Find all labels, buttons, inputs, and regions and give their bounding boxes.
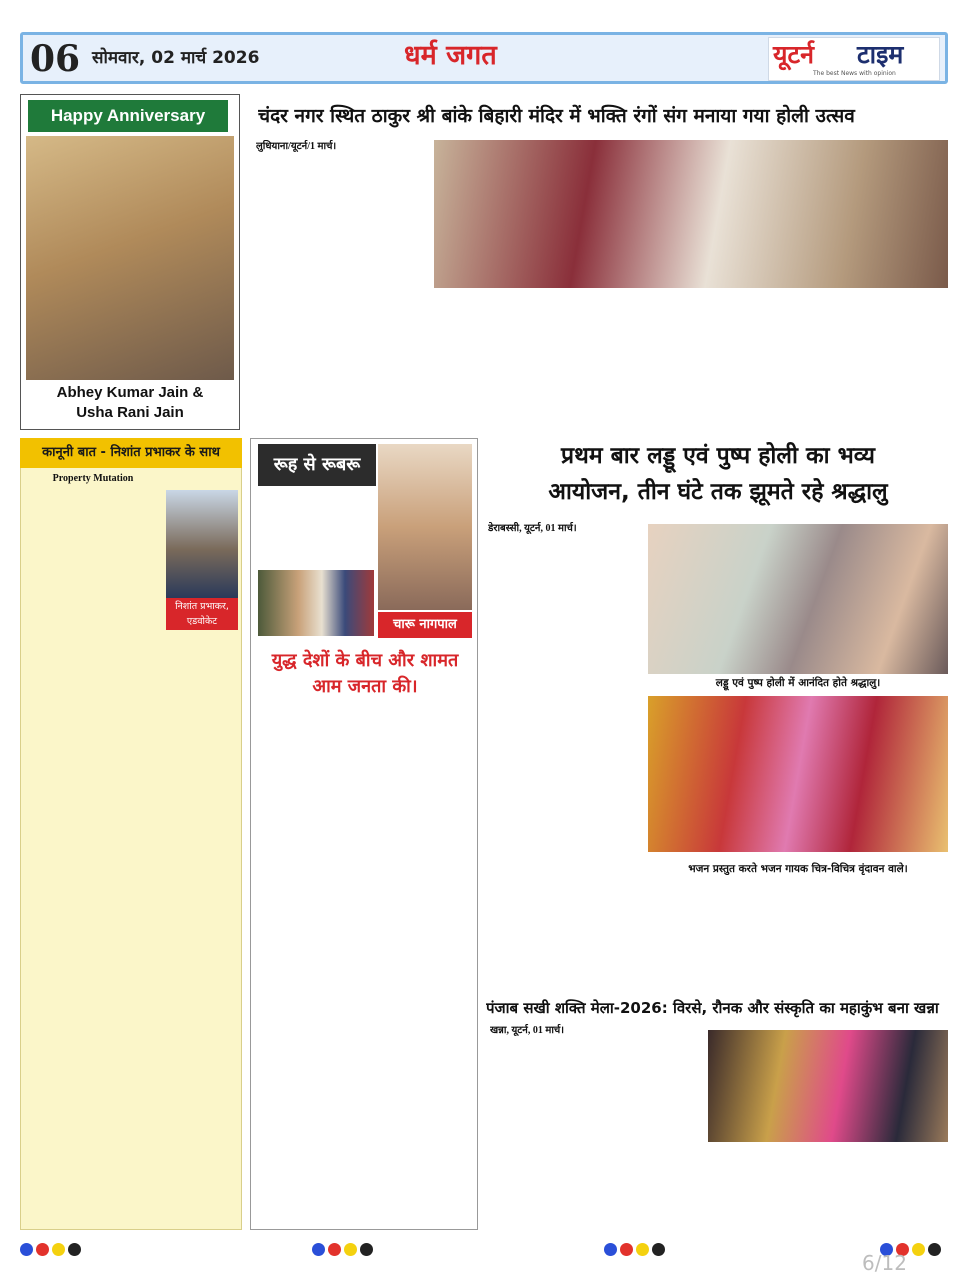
ruh-author-name: चारू नागपाल xyxy=(378,612,472,638)
anniversary-names xyxy=(24,383,236,423)
ruh-headline xyxy=(256,648,474,700)
registration-dot-icon xyxy=(328,1243,341,1256)
legal-author-caption-line2: एडवोकेट xyxy=(186,616,218,627)
anniversary-label: Happy Anniversary xyxy=(28,100,228,132)
story1-dateline: लुधियाना/यूटर्न/1 मार्च। xyxy=(256,141,337,152)
legal-author-caption xyxy=(166,598,238,630)
story1-body-col4 xyxy=(790,290,948,420)
legal-author-caption-line1: निशांत प्रभाकर, xyxy=(175,601,229,612)
registration-dot-icon xyxy=(928,1243,941,1256)
ruh-banner: रूह से रूबरू xyxy=(258,444,376,486)
registration-dot-icon xyxy=(620,1243,633,1256)
registration-dot-icon xyxy=(52,1243,65,1256)
section-title: धर्म जगत xyxy=(404,40,497,71)
registration-dot-icon xyxy=(312,1243,325,1256)
story2-body-col1 xyxy=(488,522,638,964)
registration-dots-center xyxy=(312,1243,373,1256)
story1-body-col3 xyxy=(614,290,786,420)
anniversary-names-line1: Abhey Kumar Jain & xyxy=(56,384,204,401)
legal-author-photo xyxy=(166,490,238,598)
brand-logo xyxy=(768,37,940,81)
ruh-headline-line2: आम जनता की। xyxy=(312,676,418,697)
registration-dot-icon xyxy=(652,1243,665,1256)
ruh-author-photo xyxy=(378,444,472,610)
story2-caption1: लड्डू एवं पुष्प होली में आनंदित होते श्रद्धालु। xyxy=(715,677,881,689)
registration-dot-icon xyxy=(912,1243,925,1256)
story3-dateline: खन्ना, यूटर्न, 01 मार्च। xyxy=(490,1025,565,1036)
registration-dots-left xyxy=(20,1243,81,1256)
brand-logo-part1: यूटर्न xyxy=(773,40,814,69)
legal-body-main xyxy=(26,650,236,1224)
story2-headline-line2: आयोजन, तीन घंटे तक झूमते रहे श्रद्धालु xyxy=(548,479,888,505)
story3-photo xyxy=(708,1030,948,1142)
ruh-body xyxy=(260,708,470,1224)
registration-dot-icon xyxy=(68,1243,81,1256)
registration-dots-right xyxy=(604,1243,665,1256)
registration-dot-icon xyxy=(636,1243,649,1256)
ruh-headline-line1: युद्ध देशों के बीच और शामत xyxy=(271,650,459,671)
story3-body-top xyxy=(490,1024,702,1140)
story2-caption2: भजन प्रस्तुत करते भजन गायक चित्र-विचित्र वृंदावन वाले। xyxy=(688,863,908,875)
story1-photo xyxy=(434,140,948,288)
registration-dot-icon xyxy=(360,1243,373,1256)
registration-dot-icon xyxy=(36,1243,49,1256)
legal-column-title: कानूनी बात - निशांत प्रभाकर के साथ xyxy=(20,438,242,468)
registration-dot-icon xyxy=(344,1243,357,1256)
story2-body-col3 xyxy=(798,884,948,982)
story3-body-bottom xyxy=(490,1142,948,1224)
page-number: 06 xyxy=(30,38,81,80)
legal-subhead: Property Mutation xyxy=(52,473,134,484)
story2-photo2 xyxy=(648,696,948,852)
story2-dateline: डेराबस्सी, यूटर्न, 01 मार्च। xyxy=(488,523,577,534)
story1-body-col2 xyxy=(436,290,610,420)
story2-headline xyxy=(486,438,950,510)
story3-headline: पंजाब सखी शक्ति मेला-2026: विरसे, रौनक और संस्कृति का महाकुंभ बना खन्ना xyxy=(486,999,939,1017)
story2-body-col2 xyxy=(648,884,794,982)
story2-headline-line1: प्रथम बार लड्डू एवं पुष्प होली का भव्य xyxy=(561,443,875,469)
page-count: 6/12 xyxy=(862,1251,907,1275)
story2-photo1 xyxy=(648,524,948,674)
anniversary-photo xyxy=(26,136,234,380)
story1-headline: चंदर नगर स्थित ठाकुर श्री बांके बिहारी मंदिर में भक्ति रंगों संग मनाया गया होली उत्सव xyxy=(258,105,855,127)
issue-date: सोमवार, 02 मार्च 2026 xyxy=(92,48,260,68)
registration-dot-icon xyxy=(20,1243,33,1256)
anniversary-names-line2: Usha Rani Jain xyxy=(76,404,184,421)
brand-logo-part2: टाइम xyxy=(857,40,904,69)
ruh-war-photo xyxy=(258,570,374,636)
story1-body-col1 xyxy=(256,140,424,420)
registration-dot-icon xyxy=(604,1243,617,1256)
legal-body-top xyxy=(26,472,160,648)
brand-tagline: The best News with opinion xyxy=(813,70,896,77)
